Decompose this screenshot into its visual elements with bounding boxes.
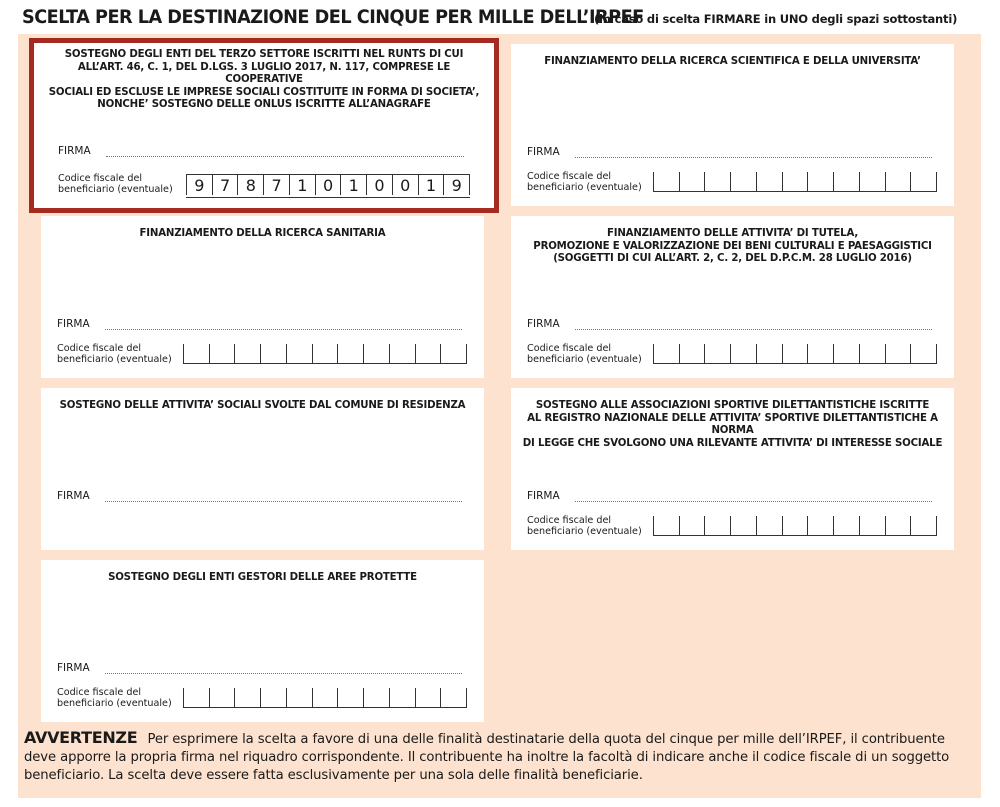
codice-fiscale-digit[interactable] <box>910 344 936 364</box>
codice-fiscale-input[interactable] <box>653 516 937 536</box>
codice-fiscale-digit[interactable] <box>833 344 859 364</box>
codice-fiscale-label-line: Codice fiscale del <box>527 515 612 526</box>
firma-label: FIRMA <box>527 490 560 502</box>
codice-fiscale-baseline <box>653 191 937 192</box>
choice-title-line: SOSTEGNO DEGLI ENTI GESTORI DELLE AREE PROTETTE <box>108 572 417 583</box>
codice-fiscale-digit[interactable]: 8 <box>237 175 263 195</box>
signature-field[interactable] <box>575 500 932 502</box>
codice-fiscale-label <box>57 344 187 365</box>
choice-title-line: ALL’ART. 46, C. 1, DEL D.LGS. 3 LUGLIO 2017, N. 117, COMPRESE LE COOPERATIVE <box>77 61 451 85</box>
codice-fiscale-digit[interactable] <box>209 688 235 708</box>
choice-box-terzo-settore <box>29 38 499 213</box>
codice-fiscale-digit[interactable] <box>312 688 338 708</box>
codice-fiscale-input[interactable] <box>186 174 470 198</box>
firma-label: FIRMA <box>527 146 560 158</box>
codice-fiscale-digit[interactable] <box>807 516 833 536</box>
choice-title <box>519 400 946 450</box>
codice-fiscale-digit[interactable] <box>807 172 833 192</box>
choice-title-line: SOCIALI ED ESCLUSE LE IMPRESE SOCIALI COSTITUITE IN FORMA DI SOCIETA’, <box>48 86 480 98</box>
choice-box-ricerca-scientifica <box>511 44 954 206</box>
codice-fiscale-digit[interactable] <box>337 688 363 708</box>
codice-fiscale-label-line: beneficiario (eventuale) <box>57 697 172 709</box>
codice-fiscale-digit[interactable] <box>807 344 833 364</box>
codice-fiscale-digit[interactable] <box>337 344 363 364</box>
firma-label: FIRMA <box>58 145 91 157</box>
codice-fiscale-input[interactable] <box>183 344 467 364</box>
choice-box-beni-culturali <box>511 216 954 378</box>
codice-fiscale-digit[interactable] <box>183 688 209 708</box>
codice-fiscale-digit[interactable] <box>679 344 705 364</box>
codice-fiscale-input[interactable] <box>653 344 937 364</box>
codice-fiscale-digit[interactable] <box>782 516 808 536</box>
choice-title <box>49 400 476 413</box>
codice-fiscale-digit[interactable] <box>312 344 338 364</box>
firma-label: FIRMA <box>527 318 560 330</box>
codice-fiscale-label <box>527 172 657 193</box>
signature-field[interactable] <box>105 500 462 502</box>
codice-fiscale-input[interactable] <box>183 688 467 708</box>
codice-fiscale-label <box>58 174 188 195</box>
codice-fiscale-digit[interactable] <box>234 344 260 364</box>
codice-fiscale-digit[interactable] <box>363 344 389 364</box>
firma-label: FIRMA <box>57 318 90 330</box>
codice-fiscale-digit[interactable] <box>885 516 911 536</box>
codice-fiscale-digit[interactable] <box>415 344 441 364</box>
codice-fiscale-digit[interactable] <box>730 344 756 364</box>
codice-fiscale-digit[interactable] <box>756 516 782 536</box>
codice-fiscale-label-line: beneficiario (eventuale) <box>527 525 642 537</box>
codice-fiscale-digit[interactable]: 0 <box>366 175 392 195</box>
codice-fiscale-digit[interactable] <box>782 172 808 192</box>
choice-title-line: FINANZIAMENTO DELLE ATTIVITA’ DI TUTELA, <box>606 228 858 239</box>
codice-fiscale-baseline <box>653 363 937 364</box>
codice-fiscale-digit[interactable] <box>782 344 808 364</box>
choice-title <box>49 572 476 585</box>
codice-fiscale-digit[interactable] <box>234 688 260 708</box>
choice-title-line: PROMOZIONE E VALORIZZAZIONE DEI BENI CULTURALI E PAESAGGISTICI <box>533 240 932 252</box>
choice-box-aree-protette <box>41 560 484 722</box>
codice-fiscale-label <box>527 516 657 537</box>
warning-note <box>24 729 974 785</box>
signature-field[interactable] <box>106 155 464 157</box>
choice-title-line: SOSTEGNO DEGLI ENTI DEL TERZO SETTORE ISCRITTI NEL RUNTS DI CUI <box>64 49 464 60</box>
codice-fiscale-digit[interactable] <box>363 688 389 708</box>
codice-fiscale-digit[interactable] <box>679 516 705 536</box>
choice-title <box>49 228 476 241</box>
codice-fiscale-baseline <box>653 535 937 536</box>
choice-title <box>519 56 946 69</box>
codice-fiscale-digit[interactable] <box>653 344 679 364</box>
codice-fiscale-label-line: beneficiario (eventuale) <box>57 353 172 365</box>
codice-fiscale-digit[interactable]: 1 <box>340 175 366 195</box>
codice-fiscale-digit[interactable] <box>679 172 705 192</box>
codice-fiscale-digit[interactable] <box>260 688 286 708</box>
codice-fiscale-label-line: Codice fiscale del <box>57 687 142 698</box>
choice-title-line: NONCHE’ SOSTEGNO DELLE ONLUS ISCRITTE ALL’ANAGRAFE <box>97 99 431 110</box>
codice-fiscale-digit[interactable] <box>389 688 415 708</box>
codice-fiscale-digit[interactable] <box>756 172 782 192</box>
choice-title-line: AL REGISTRO NAZIONALE DELLE ATTIVITA’ SPORTIVE DILETTANTISTICHE A NORMA <box>527 412 938 436</box>
form-title: SCELTA PER LA DESTINAZIONE DEL CINQUE PER MILLE DELL’IRPEF <box>22 6 644 28</box>
codice-fiscale-digit[interactable]: 9 <box>186 175 212 195</box>
codice-fiscale-digit[interactable] <box>653 516 679 536</box>
signature-field[interactable] <box>105 672 462 674</box>
signature-field[interactable] <box>575 156 932 158</box>
choice-title-line: FINANZIAMENTO DELLA RICERCA SCIENTIFICA E DELLA UNIVERSITA’ <box>544 56 921 67</box>
codice-fiscale-label-line: Codice fiscale del <box>57 343 142 354</box>
codice-fiscale-digit[interactable]: 7 <box>263 175 289 195</box>
codice-fiscale-label-line: Codice fiscale del <box>527 343 612 354</box>
choice-title <box>519 228 946 266</box>
codice-fiscale-label-line: beneficiario (eventuale) <box>527 353 642 365</box>
codice-fiscale-digit[interactable]: 9 <box>443 175 469 195</box>
codice-fiscale-digit[interactable] <box>286 344 312 364</box>
codice-fiscale-digit[interactable] <box>209 344 235 364</box>
warning-text: Per esprimere la scelta a favore di una delle finalità destinatarie della quota del cinque per mille dell’IRPEF, il contribuente deve apporre la propria firma nel riquadro corrispondente. Il contribuente ha inoltre la facoltà di indicare anche il codice fiscale di un soggetto beneficiario. La scelta deve essere fatta esclusivamente per una sola delle finalità beneficiarie. <box>24 732 950 783</box>
warning-lead: AVVERTENZE <box>24 728 138 747</box>
choice-title-line: DI LEGGE CHE SVOLGONO UNA RILEVANTE ATTIVITA’ DI INTERESSE SOCIALE <box>522 437 943 449</box>
codice-fiscale-digit[interactable] <box>730 172 756 192</box>
choice-box-ricerca-sanitaria <box>41 216 484 378</box>
firma-label: FIRMA <box>57 662 90 674</box>
codice-fiscale-digit[interactable] <box>183 344 209 364</box>
codice-fiscale-digit[interactable] <box>704 516 730 536</box>
codice-fiscale-digit[interactable]: 7 <box>212 175 238 195</box>
choice-title <box>42 49 486 112</box>
codice-fiscale-digit[interactable] <box>653 172 679 192</box>
codice-fiscale-digit[interactable] <box>704 172 730 192</box>
codice-fiscale-label-line: Codice fiscale del <box>527 171 612 182</box>
codice-fiscale-digit[interactable] <box>859 344 885 364</box>
codice-fiscale-digit[interactable] <box>833 516 859 536</box>
firma-label: FIRMA <box>57 490 90 502</box>
codice-fiscale-label <box>57 688 187 709</box>
codice-fiscale-label <box>527 344 657 365</box>
choice-title-line: SOSTEGNO ALLE ASSOCIAZIONI SPORTIVE DILETTANTISTICHE ISCRITTE <box>535 400 930 411</box>
codice-fiscale-digit[interactable] <box>859 516 885 536</box>
codice-fiscale-digit[interactable] <box>885 344 911 364</box>
codice-fiscale-baseline <box>183 707 467 708</box>
signature-field[interactable] <box>575 328 932 330</box>
codice-fiscale-digit[interactable] <box>859 172 885 192</box>
codice-fiscale-digit[interactable] <box>440 688 466 708</box>
codice-fiscale-digit[interactable] <box>389 344 415 364</box>
codice-fiscale-digit[interactable]: 1 <box>289 175 315 195</box>
codice-fiscale-digit[interactable] <box>704 344 730 364</box>
codice-fiscale-digit[interactable] <box>910 172 936 192</box>
codice-fiscale-digit[interactable] <box>833 172 859 192</box>
signature-field[interactable] <box>105 328 462 330</box>
choice-title-line: FINANZIAMENTO DELLA RICERCA SANITARIA <box>139 228 386 239</box>
choice-box-associazioni-sportive <box>511 388 954 550</box>
codice-fiscale-digit[interactable] <box>286 688 312 708</box>
codice-fiscale-digit[interactable] <box>730 516 756 536</box>
codice-fiscale-digit[interactable]: 0 <box>315 175 341 195</box>
choice-title-line: SOSTEGNO DELLE ATTIVITA’ SOCIALI SVOLTE DAL COMUNE DI RESIDENZA <box>59 400 466 411</box>
form-subtitle: (in caso di scelta FIRMARE in UNO degli spazi sottostanti) <box>594 12 958 26</box>
codice-fiscale-digit[interactable]: 1 <box>418 175 444 195</box>
codice-fiscale-digit[interactable] <box>885 172 911 192</box>
choice-box-comune-residenza <box>41 388 484 550</box>
codice-fiscale-digit[interactable] <box>910 516 936 536</box>
codice-fiscale-digit[interactable] <box>440 344 466 364</box>
codice-fiscale-digit[interactable] <box>260 344 286 364</box>
codice-fiscale-label-line: beneficiario (eventuale) <box>58 183 173 195</box>
codice-fiscale-digit[interactable] <box>756 344 782 364</box>
choice-title-line: (SOGGETTI DI CUI ALL’ART. 2, C. 2, DEL D.P.C.M. 28 LUGLIO 2016) <box>553 253 912 264</box>
codice-fiscale-digit[interactable]: 0 <box>392 175 418 195</box>
codice-fiscale-digit[interactable] <box>415 688 441 708</box>
codice-fiscale-label-line: Codice fiscale del <box>58 173 143 184</box>
codice-fiscale-input[interactable] <box>653 172 937 192</box>
codice-fiscale-label-line: beneficiario (eventuale) <box>527 181 642 193</box>
form-header <box>22 6 982 32</box>
codice-fiscale-baseline <box>183 363 467 364</box>
